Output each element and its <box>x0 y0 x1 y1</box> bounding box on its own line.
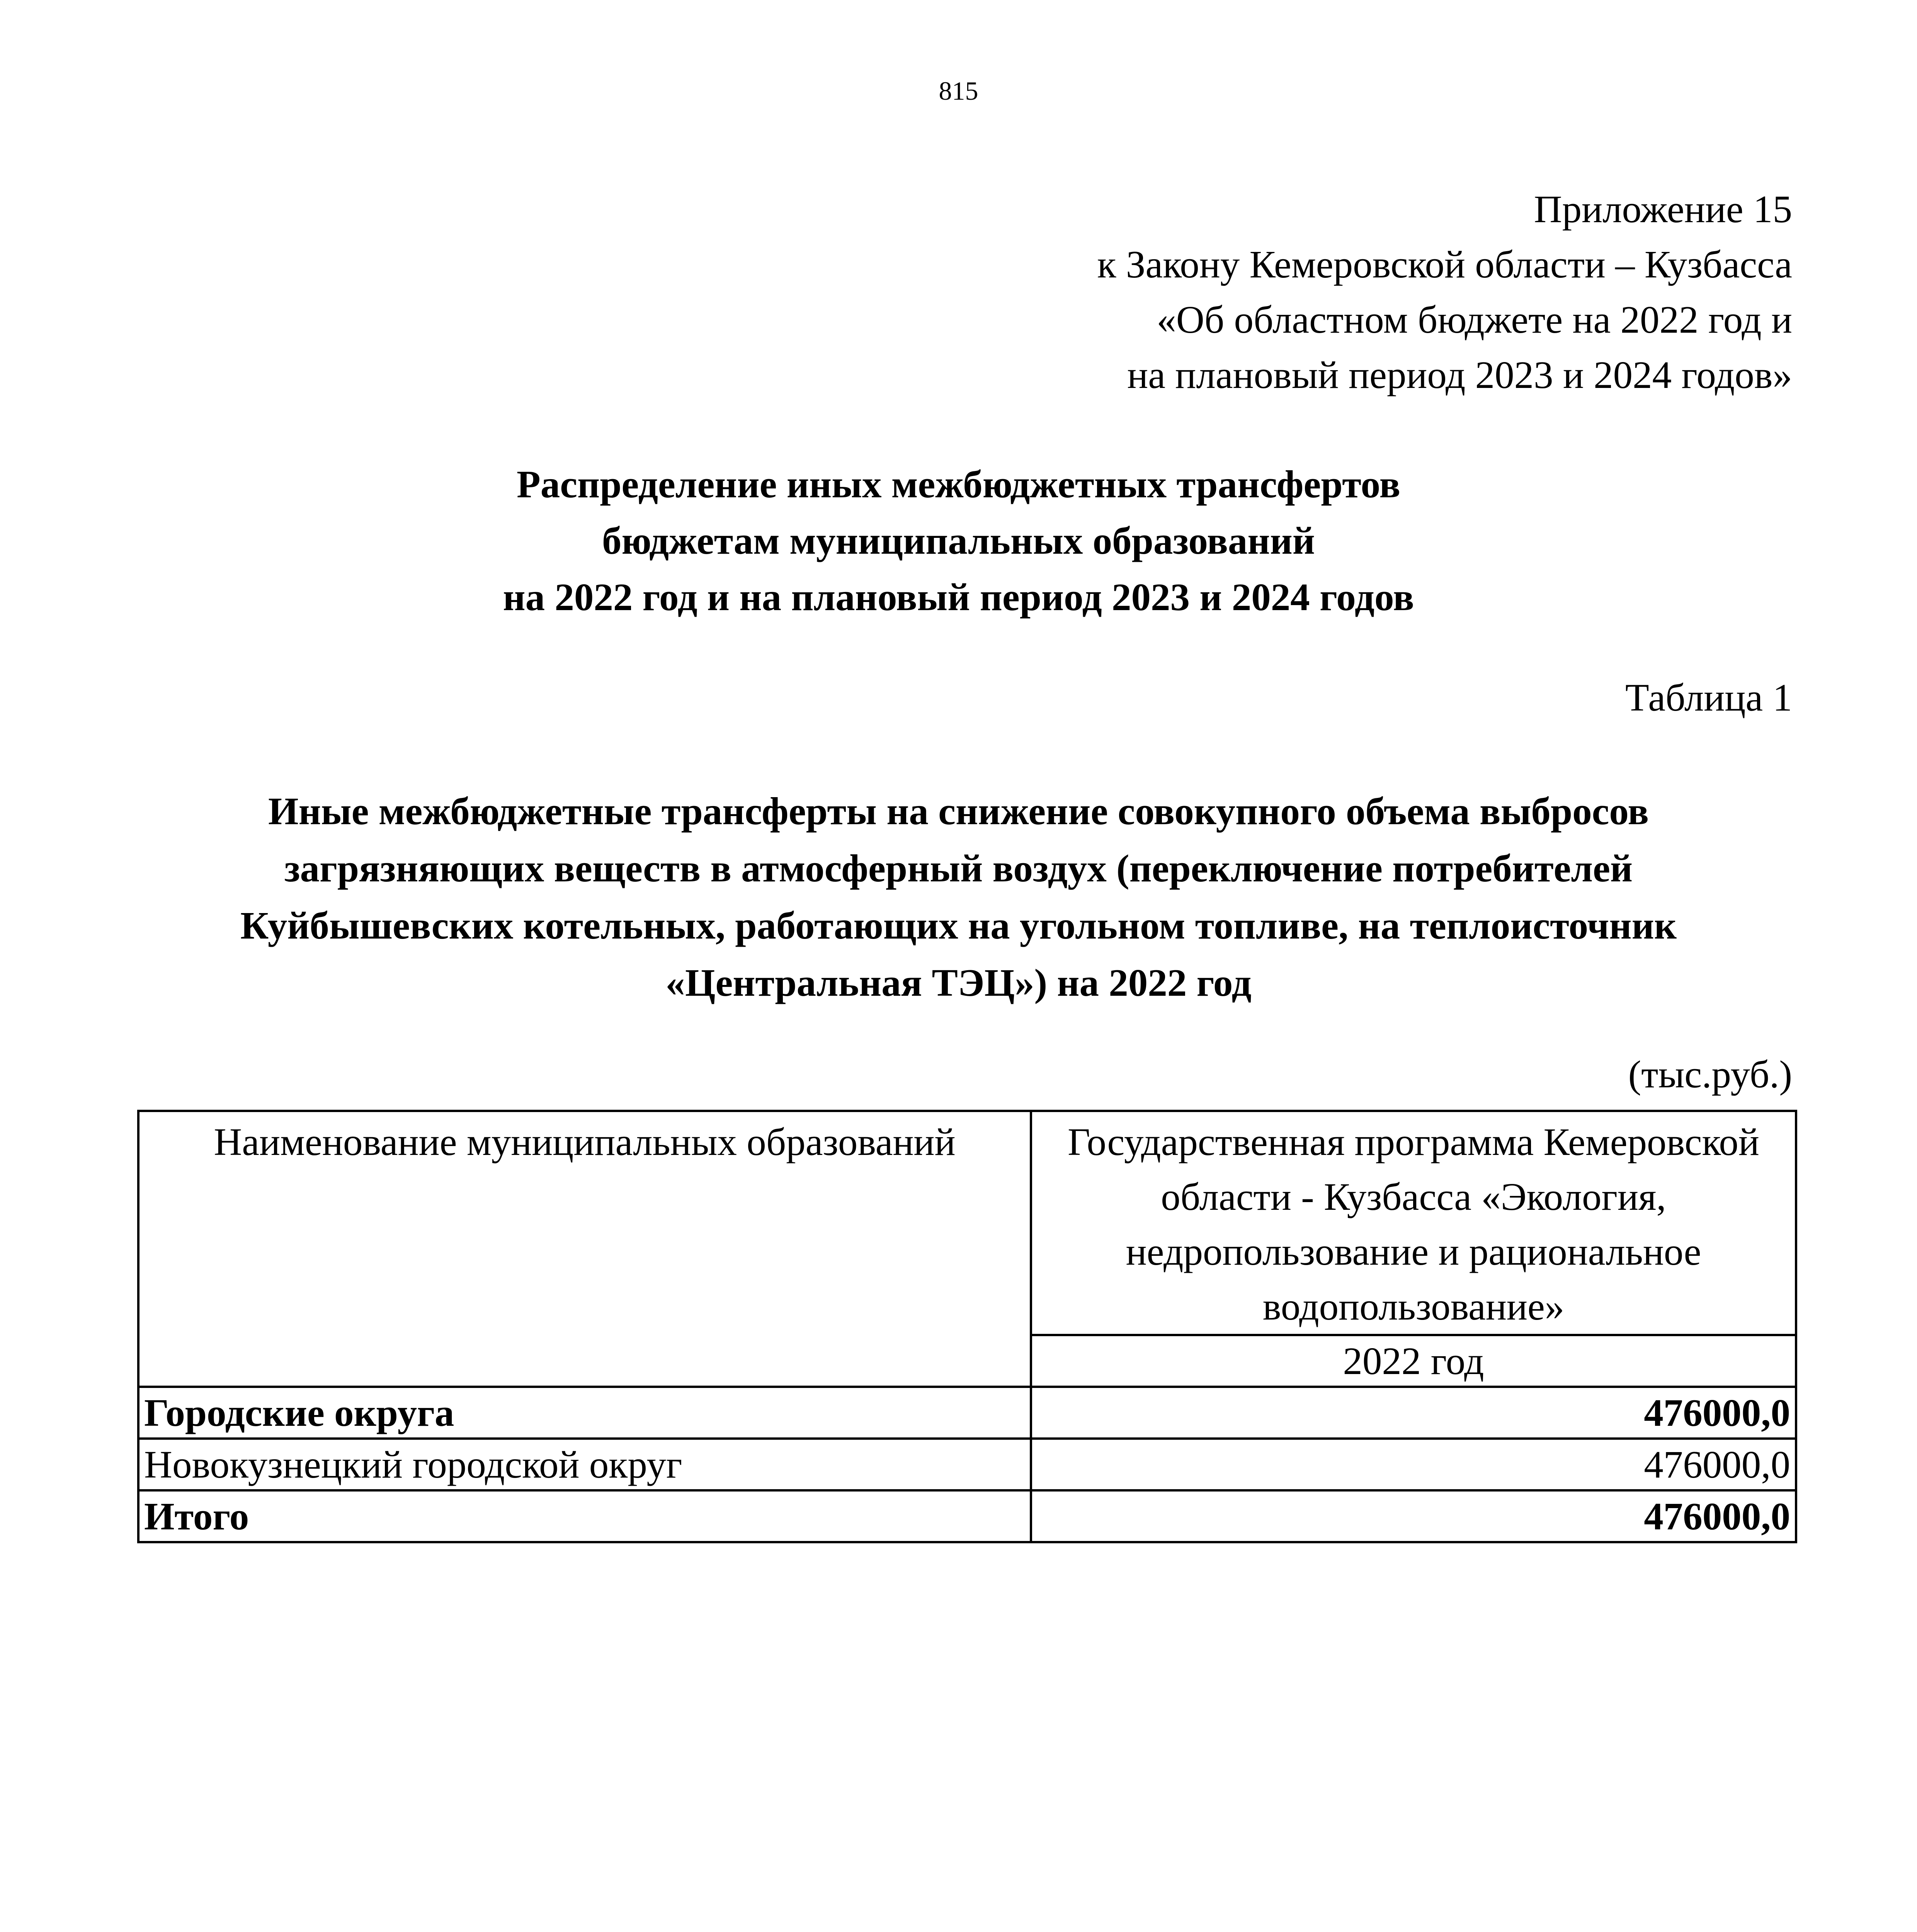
table-title-line: Куйбышевских котельных, работающих на угольном топливе, на теплоисточник <box>240 904 1677 947</box>
appendix-line: «Об областном бюджете на 2022 год и <box>1157 298 1792 341</box>
appendix-reference <box>1097 182 1792 403</box>
header-year: 2022 год <box>1031 1335 1796 1387</box>
row-value: 476000,0 <box>1031 1387 1796 1439</box>
appendix-line: на плановый период 2023 и 2024 годов» <box>1127 353 1792 396</box>
appendix-line: Приложение 15 <box>1534 187 1792 231</box>
table-title <box>0 782 1917 1011</box>
row-name: Итого <box>138 1490 1031 1542</box>
page-number: 815 <box>939 76 978 105</box>
row-value: 476000,0 <box>1031 1439 1796 1490</box>
row-name: Новокузнецкий городской округ <box>138 1439 1031 1490</box>
appendix-line: к Закону Кемеровской области – Кузбасса <box>1097 243 1792 286</box>
table-header-row <box>138 1111 1796 1335</box>
header-municipality-name <box>138 1111 1031 1387</box>
header-municipality-name-text: Наименование муниципальных образований <box>214 1120 956 1163</box>
table-row <box>138 1387 1796 1439</box>
table-label: Таблица 1 <box>1625 676 1792 719</box>
header-state-program <box>1031 1111 1796 1335</box>
row-name: Городские округа <box>138 1387 1031 1439</box>
header-program-line: области - Кузбасса «Экология, <box>1161 1175 1666 1218</box>
document-title-line: Распределение иных межбюджетных трансфертов <box>517 463 1400 506</box>
document-title-line: на 2022 год и на плановый период 2023 и 2024 годов <box>503 575 1414 619</box>
header-program-line: Государственная программа Кемеровской <box>1068 1120 1759 1163</box>
header-program-line: водопользование» <box>1262 1285 1565 1328</box>
header-program-line: недропользование и рациональное <box>1126 1230 1701 1273</box>
document-title <box>0 456 1917 625</box>
units-label: (тыс.руб.) <box>1628 1053 1792 1096</box>
table-title-line: загрязняющих веществ в атмосферный воздух (переключение потребителей <box>284 847 1633 890</box>
table-title-line: «Центральная ТЭЦ») на 2022 год <box>665 961 1252 1004</box>
document-title-line: бюджетам муниципальных образований <box>602 519 1315 562</box>
table-title-line: Иные межбюджетные трансферты на снижение совокупного объема выбросов <box>268 789 1649 833</box>
table-total-row <box>138 1490 1796 1542</box>
transfers-table <box>137 1110 1797 1543</box>
table-row <box>138 1439 1796 1490</box>
row-value: 476000,0 <box>1031 1490 1796 1542</box>
